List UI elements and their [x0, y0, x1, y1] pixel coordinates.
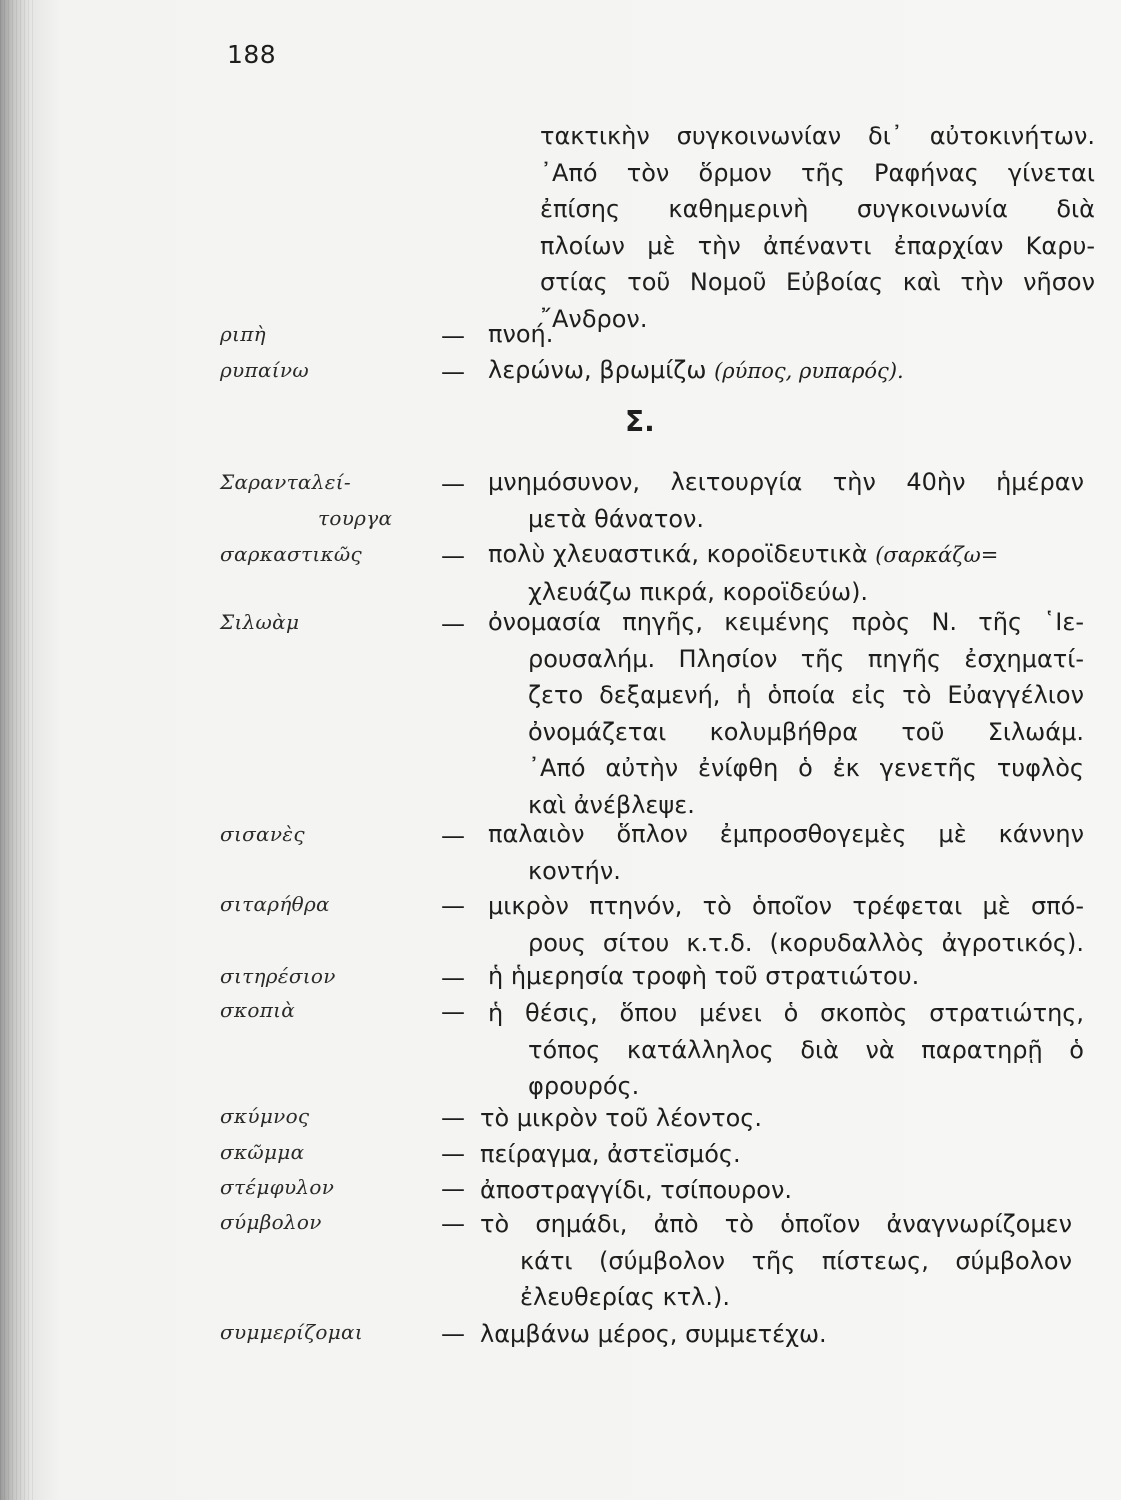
entry-definition: [480, 1172, 792, 1209]
entry-definition: [480, 1316, 827, 1353]
entry-headword: σιτηρέσιον: [220, 964, 336, 988]
entry-definition: [480, 1100, 762, 1137]
text-line: ἐπίσης καθημερινὴ συγκοινωνία διὰ: [540, 195, 1095, 224]
text-line: ῎Ανδρον.: [540, 304, 648, 333]
entry-dash: —: [441, 322, 465, 350]
entry-dash: —: [441, 1175, 465, 1203]
definition-line: κάτι (σύμβολον τῆς πίστεως, σύμβολον: [520, 1246, 1072, 1275]
definition-line: ἡ θέσις, ὅπου μένει ὁ σκοπὸς στρατιώτης,: [488, 999, 1084, 1027]
entry-dash: —: [441, 822, 465, 850]
entry-definition: [488, 816, 1084, 889]
entry-definition: [488, 316, 553, 353]
etymology: (ρύπος, ρυπαρός).: [714, 359, 904, 383]
definition-text: πολὺ χλευαστικά, κοροϊδευτικὰ: [488, 540, 868, 568]
entry-definition: [488, 464, 1084, 537]
entry-headword: σκοπιὰ: [220, 998, 296, 1022]
definition-line: ζετο δεξαμενή, ἡ ὁποία εἰς τὸ Εὐαγγέλιον: [528, 681, 1084, 710]
etymology: (σαρκάζω=: [875, 543, 999, 567]
entry-dash: —: [441, 1104, 465, 1132]
entry-dash: —: [441, 542, 465, 570]
definition-line: ᾽Από αὐτὴν ἐνίφθη ὁ ἐκ γενετῆς τυφλὸς: [528, 754, 1084, 783]
entry-dash: —: [441, 1320, 465, 1348]
definition-line: λαμβάνω μέρος, συμμετέχω.: [480, 1320, 827, 1348]
entry-headword: ρυπαίνω: [220, 358, 309, 382]
entry-headword: ριπὴ: [220, 322, 266, 346]
entry-dash: —: [441, 964, 465, 992]
definition-line: μετὰ θάνατον.: [528, 504, 705, 533]
definition-line: ρους σίτου κ.τ.δ. (κορυδαλλὸς ἀγροτικός).: [528, 928, 1084, 957]
entry-dash: —: [441, 358, 465, 386]
entry-dash: —: [441, 998, 465, 1026]
definition-line: μικρὸν πτηνόν, τὸ ὁποῖον τρέφεται μὲ σπό-: [488, 892, 1084, 920]
definition-line: τόπος κατάλληλος διὰ νὰ παρατηρῇ ὁ: [528, 1035, 1084, 1064]
entry-dash: —: [441, 1140, 465, 1168]
entry-headword: Σαρανταλεί-: [220, 470, 351, 494]
entry-headword: σκῶμμα: [220, 1140, 305, 1164]
page-number: 188: [227, 40, 277, 69]
entry-headword: σύμβολον: [220, 1210, 322, 1234]
entry-definition: [480, 1206, 1072, 1316]
entry-definition: [488, 888, 1084, 961]
definition-line: ἀποστραγγίδι, τσίπουρον.: [480, 1176, 793, 1204]
entry-definition: [488, 536, 1084, 610]
section-letter: Σ.: [625, 405, 655, 438]
definition-line: τὸ μικρὸν τοῦ λέοντος.: [480, 1104, 763, 1132]
entry-definition: [488, 958, 919, 995]
definition-line: κοντήν.: [528, 856, 621, 885]
entry-definition: [488, 352, 904, 390]
definition-line: πείραγμα, ἀστεϊσμός.: [480, 1140, 741, 1168]
book-binding-edge: [0, 0, 36, 1500]
text-line: στίας τοῦ Νομοῦ Εὐβοίας καὶ τὴν νῆσον: [540, 268, 1095, 297]
text-line: πλοίων μὲ τὴν ἀπέναντι ἐπαρχίαν Καρυ-: [540, 231, 1095, 260]
definition-line: ἐλευθερίας κτλ.).: [520, 1283, 730, 1312]
entry-definition: [480, 1136, 741, 1173]
entry-headword: σισανὲς: [220, 822, 305, 846]
definition-text: λερώνω, βρωμίζω: [488, 356, 707, 384]
definition-line: ὀνομασία πηγῆς, κειμένης πρὸς Ν. τῆς ῾Ιε-: [488, 608, 1084, 636]
entry-headword: σκύμνος: [220, 1104, 310, 1128]
entry-definition: [488, 995, 1084, 1105]
entry-dash: —: [441, 892, 465, 920]
definition-line: ἡ ἡμερησία τροφὴ τοῦ στρατιώτου.: [488, 962, 920, 990]
definition-line: πνοή.: [488, 320, 554, 348]
definition-line: καὶ ἀνέβλεψε.: [528, 790, 695, 819]
definition-line: ρουσαλήμ. Πλησίον τῆς πηγῆς ἐσχηματί-: [528, 644, 1084, 673]
entry-headword: συμμερίζομαι: [220, 1320, 363, 1344]
definition-line: χλευάζω πικρά, κοροϊδεύω).: [528, 577, 869, 606]
entry-dash: —: [441, 470, 465, 498]
entry-headword-continued: τουργα: [318, 506, 393, 530]
entry-dash: —: [441, 610, 465, 638]
text-line: τακτικὴν συγκοινωνίαν δι᾽ αὐτοκινήτων.: [540, 122, 1095, 150]
entry-definition: [488, 604, 1084, 824]
definition-line: μνημόσυνον, λειτουργία τὴν 40ὴν ἡμέραν: [488, 468, 1084, 496]
definition-line: παλαιὸν ὅπλον ἐμπροσθογεμὲς μὲ κάννην: [488, 820, 1084, 848]
definition-line: φρουρός.: [528, 1072, 640, 1101]
entry-headword: στέμφυλον: [220, 1175, 335, 1199]
entry-headword: σαρκαστικῶς: [220, 542, 363, 566]
definition-line: τὸ σημάδι, ἀπὸ τὸ ὁποῖον ἀναγνωρίζομεν: [480, 1210, 1072, 1238]
entry-dash: —: [441, 1210, 465, 1238]
continued-paragraph: [540, 118, 1095, 338]
text-line: ᾽Από τὸν ὅρμον τῆς Ραφήνας γίνεται: [540, 158, 1095, 187]
entry-headword: Σιλωὰμ: [220, 610, 300, 634]
definition-line: ὀνομάζεται κολυμβήθρα τοῦ Σιλωάμ.: [528, 717, 1084, 746]
entry-headword: σιταρήθρα: [220, 892, 330, 916]
